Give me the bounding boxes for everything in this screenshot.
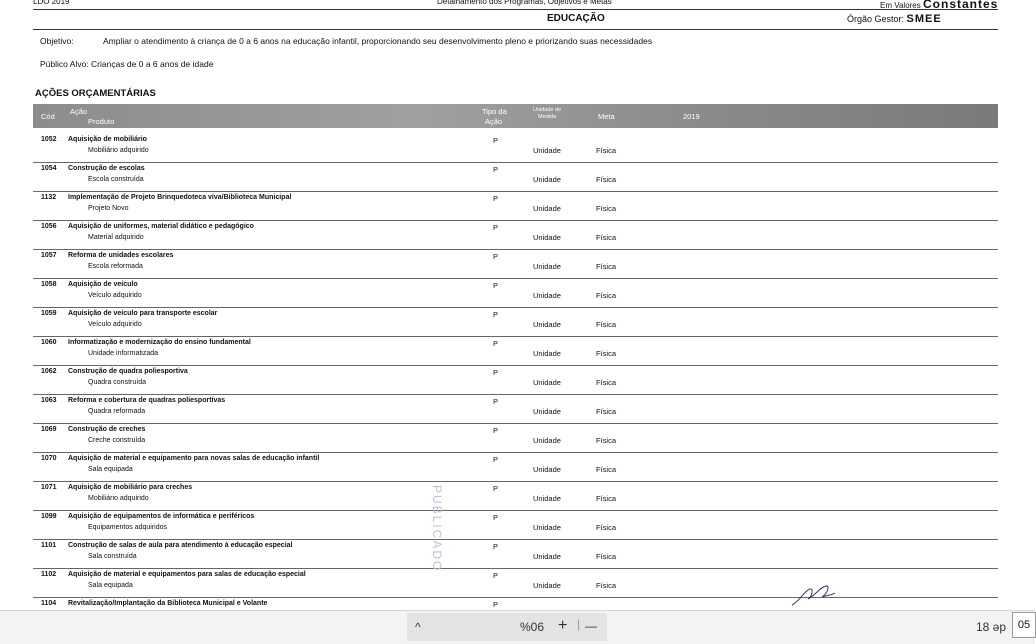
row-unit: Unidade xyxy=(533,146,561,155)
row-action: Aquisição de material e equipamento para novas salas de educação infantil xyxy=(68,455,320,462)
zoom-out-button[interactable]: — xyxy=(585,619,597,633)
row-unit: Unidade xyxy=(533,233,561,242)
row-action: Construção de escolas xyxy=(68,165,145,172)
row-type: P xyxy=(493,600,499,609)
table-row xyxy=(33,163,998,192)
zoom-in-button[interactable]: + xyxy=(558,617,568,634)
row-type: P xyxy=(493,455,499,464)
row-unit: Unidade xyxy=(533,378,561,387)
row-code: 1059 xyxy=(41,310,57,317)
toolbar-divider: | xyxy=(577,617,581,631)
row-action: Aquisição de material e equipamentos para salas de educação especial xyxy=(68,571,306,578)
published-stamp: PUBLICADO xyxy=(430,485,444,573)
row-action: Construção de salas de aula para atendimento à educação especial xyxy=(68,542,293,549)
row-product: Mobiliário adquirido xyxy=(88,147,149,154)
row-meta: Física xyxy=(596,204,617,213)
row-code: 1063 xyxy=(41,397,57,404)
row-meta: Física xyxy=(596,262,617,271)
row-type: P xyxy=(493,136,499,145)
row-product: Sala construída xyxy=(88,553,137,560)
row-product: Projeto Novo xyxy=(88,205,129,212)
row-unit: Unidade xyxy=(533,349,561,358)
table-row xyxy=(33,221,998,250)
col-tipo-2: Ação xyxy=(485,117,503,126)
row-unit: Unidade xyxy=(533,523,561,532)
page-number-input[interactable]: 05 xyxy=(1012,612,1036,638)
row-code: 1052 xyxy=(41,136,57,143)
col-unidade-2: Medida xyxy=(538,114,557,120)
row-code: 1060 xyxy=(41,339,57,346)
col-unidade-1: Unidade de xyxy=(533,107,562,113)
row-unit: Unidade xyxy=(533,581,561,590)
row-code: 1099 xyxy=(41,513,57,520)
row-meta: Física xyxy=(596,349,617,358)
row-meta: Física xyxy=(596,523,617,532)
table-row xyxy=(33,134,998,163)
row-type: P xyxy=(493,542,499,551)
program-title: EDUCAÇÃO xyxy=(547,13,605,24)
row-meta: Física xyxy=(596,465,617,474)
col-meta: Meta xyxy=(598,112,615,121)
objective-text: Ampliar o atendimento à criança de 0 a 6 anos na educação infantil, proporcionando seu desenvolvimento pleno e priorizando suas necessidades xyxy=(103,36,653,46)
row-meta: Física xyxy=(596,291,617,300)
row-unit: Unidade xyxy=(533,175,561,184)
table-row xyxy=(33,366,998,395)
objective-label: Objetivo: xyxy=(40,36,74,46)
row-type: P xyxy=(493,165,499,174)
row-action: Reforma e cobertura de quadras poliesportivas xyxy=(68,397,226,404)
zoom-level: %06 xyxy=(520,620,545,634)
row-code: 1057 xyxy=(41,252,57,259)
row-unit: Unidade xyxy=(533,262,561,271)
table-row xyxy=(33,511,998,540)
section-title: AÇÕES ORÇAMENTÁRIAS xyxy=(35,88,156,99)
row-unit: Unidade xyxy=(533,204,561,213)
row-product: Equipamentos adquiridos xyxy=(88,524,167,531)
page-top-line xyxy=(0,0,1035,11)
scroll-up-button[interactable]: ^ xyxy=(415,620,421,634)
row-meta: Física xyxy=(596,233,617,242)
row-meta: Física xyxy=(596,581,617,590)
row-code: 1056 xyxy=(41,223,57,230)
row-action: Construção de creches xyxy=(68,426,146,433)
row-product: Creche construída xyxy=(88,437,146,444)
table-row xyxy=(33,569,998,598)
row-meta: Física xyxy=(596,378,617,387)
row-code: 1102 xyxy=(41,571,57,578)
row-action: Aquisição de mobiliário para creches xyxy=(68,484,193,491)
row-code: 1101 xyxy=(41,542,57,549)
row-action: Aquisição de veículo para transporte escolar xyxy=(68,310,218,317)
row-product: Escola reformada xyxy=(88,263,143,270)
row-product: Veículo adquirido xyxy=(88,292,142,299)
row-unit: Unidade xyxy=(533,320,561,329)
values-label: Em Valores Constantes xyxy=(880,0,999,11)
target-audience: Público Alvo: Crianças de 0 a 6 anos de idade xyxy=(40,59,214,69)
row-action: Aquisição de veículo xyxy=(68,281,138,288)
row-type: P xyxy=(493,339,499,348)
col-acao: Ação xyxy=(70,107,88,116)
table-row xyxy=(33,540,998,569)
row-product: Sala equipada xyxy=(88,466,133,473)
row-meta: Física xyxy=(596,320,617,329)
row-type: P xyxy=(493,223,499,232)
table-row xyxy=(33,424,998,453)
row-product: Escola construída xyxy=(88,176,144,183)
row-action: Aquisição de equipamentos de informática e periféricos xyxy=(68,513,255,520)
table-row xyxy=(33,250,998,279)
row-code: 1104 xyxy=(41,600,57,607)
row-action: Construção de quadra poliesportiva xyxy=(68,368,188,375)
col-cod: Cód xyxy=(41,112,55,121)
row-meta: Física xyxy=(596,407,617,416)
program-header xyxy=(0,13,1035,29)
row-type: P xyxy=(493,310,499,319)
row-code: 1062 xyxy=(41,368,57,375)
row-type: P xyxy=(493,571,499,580)
row-type: P xyxy=(493,513,499,522)
row-type: P xyxy=(493,194,499,203)
row-meta: Física xyxy=(596,436,617,445)
row-unit: Unidade xyxy=(533,291,561,300)
row-action: Aquisição de mobiliário xyxy=(68,136,147,143)
table-row xyxy=(33,308,998,337)
row-type: P xyxy=(493,281,499,290)
actions-table-body xyxy=(33,134,998,627)
row-product: Sala equipada xyxy=(88,582,133,589)
page-count-label: 18 əp xyxy=(976,620,1007,634)
row-type: P xyxy=(493,252,499,261)
row-code: 1058 xyxy=(41,281,57,288)
table-row xyxy=(33,482,998,511)
objective xyxy=(40,36,652,46)
row-code: 1070 xyxy=(41,455,57,462)
row-product: Quadra reformada xyxy=(88,408,146,415)
row-action: Revitalização/Implantação da Biblioteca Municipal e Volante xyxy=(68,600,268,607)
row-code: 1132 xyxy=(41,194,57,201)
row-unit: Unidade xyxy=(533,436,561,445)
col-year: 2019 xyxy=(683,112,700,121)
row-product: Unidade informatizada xyxy=(88,350,159,357)
row-type: P xyxy=(493,397,499,406)
table-row xyxy=(33,279,998,308)
row-code: 1054 xyxy=(41,165,57,172)
report-subtitle: Detalhamento dos Programas, Objetivos e Metas xyxy=(437,0,612,6)
col-tipo-1: Tipo da xyxy=(482,107,507,116)
row-product: Veículo adquirido xyxy=(88,321,142,328)
row-type: P xyxy=(493,368,499,377)
col-produto: Produto xyxy=(88,117,115,126)
row-code: 1069 xyxy=(41,426,57,433)
row-product: Quadra construída xyxy=(88,379,146,386)
table-header xyxy=(33,104,998,128)
row-unit: Unidade xyxy=(533,552,561,561)
row-unit: Unidade xyxy=(533,494,561,503)
table-row xyxy=(33,395,998,424)
row-meta: Física xyxy=(596,552,617,561)
row-product: Material adquirido xyxy=(88,234,144,241)
row-code: 1071 xyxy=(41,484,57,491)
row-meta: Física xyxy=(596,175,617,184)
row-action: Informatização e modernização do ensino fundamental xyxy=(68,339,251,346)
gestor-label: Órgão Gestor: SMEE xyxy=(847,13,942,25)
row-unit: Unidade xyxy=(533,465,561,474)
row-type: P xyxy=(493,426,499,435)
table-row xyxy=(33,192,998,221)
ldo-label: LDO 2019 xyxy=(33,0,70,6)
table-row xyxy=(33,453,998,482)
table-row xyxy=(33,337,998,366)
row-action: Aquisição de uniformes, material didático e pedagógico xyxy=(68,223,254,230)
row-meta: Física xyxy=(596,494,617,503)
handwritten-signature xyxy=(790,583,836,609)
row-unit: Unidade xyxy=(533,407,561,416)
row-action: Reforma de unidades escolares xyxy=(68,252,174,259)
row-product: Mobiliário adquirido xyxy=(88,495,149,502)
row-type: P xyxy=(493,484,499,493)
row-meta: Física xyxy=(596,146,617,155)
row-action: Implementação de Projeto Brinquedoteca viva/Biblioteca Municipal xyxy=(68,194,292,201)
